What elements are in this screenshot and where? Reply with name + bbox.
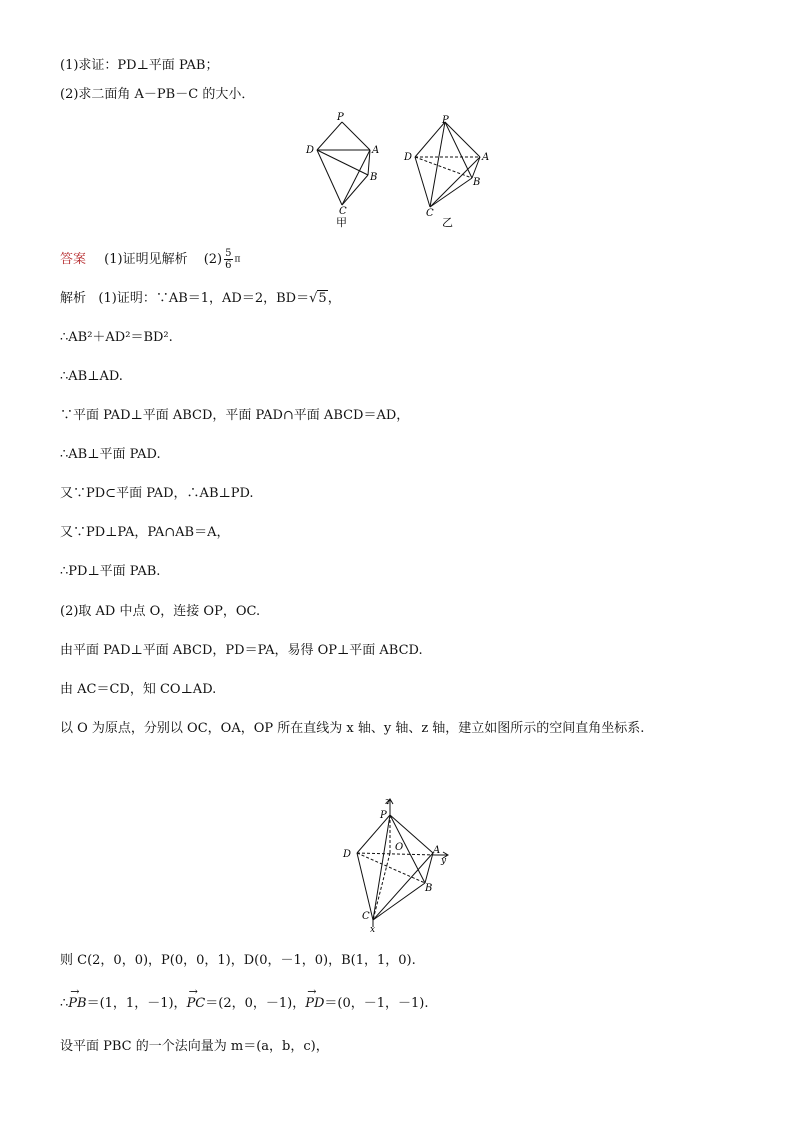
label-d: D [404, 152, 413, 163]
figure-coordinate [335, 795, 455, 935]
pi-symbol: π [234, 254, 241, 265]
solution-line-8: ∴PD⊥平面 PAB. [60, 564, 161, 579]
label-d: D [343, 849, 352, 860]
question-1: (1)求证：PD⊥平面 PAB； [60, 58, 219, 73]
solution-line-9: (2)取 AD 中点 O，连接 OP，OC. [60, 604, 261, 619]
label-c: C [339, 206, 347, 217]
axis-z-label: z [385, 797, 390, 807]
solution-line-5: ∴AB⊥平面 PAD. [60, 447, 161, 462]
question-2: (2)求二面角 A－PB－C 的大小． [60, 87, 255, 102]
figure-yi [400, 112, 500, 232]
caption-jia: 甲 [336, 216, 347, 229]
label-p: P [337, 112, 344, 123]
solution-line-10: 由平面 PAD⊥平面 ABCD，PD＝PA，易得 OP⊥平面 ABCD. [60, 643, 423, 658]
vector-pc: → PC [187, 995, 206, 1013]
vector-pd: → PD [305, 995, 324, 1013]
solution-tag: 解析 [60, 291, 87, 306]
vector-pb: → PB [68, 995, 86, 1013]
label-p: P [442, 115, 449, 126]
solution-line-15: 设平面 PBC 的一个法向量为 m＝(a，b，c)， [60, 1039, 329, 1054]
label-c: C [426, 208, 434, 219]
solution-line-4: ∵平面 PAD⊥平面 ABCD，平面 PAD∩平面 ABCD＝AD， [60, 408, 410, 423]
label-b: B [370, 172, 378, 183]
label-b: B [473, 177, 481, 188]
label-d: D [306, 145, 315, 156]
axis-x-label: x [370, 925, 376, 935]
caption-yi: 乙 [442, 216, 453, 229]
label-p: P [380, 810, 387, 821]
solution-line-14: ∴→ PB＝(1，1，－1)，→ PC＝(2，0，－1)，→ PD＝(0，－1，－1). [60, 995, 429, 1013]
solution-line-11: 由 AC＝CD，知 CO⊥AD. [60, 682, 217, 697]
label-a: A [433, 845, 441, 856]
solution-line-3: ∴AB⊥AD. [60, 369, 123, 384]
label-a: A [482, 152, 490, 163]
label-o: O [395, 842, 404, 853]
solution-line-7: 又∵PD⊥PA，PA∩AB＝A， [60, 525, 230, 540]
sqrt-five: √5 [309, 291, 327, 306]
solution-intro: 解析 (1)证明：∵AB＝1，AD＝2，BD＝√5， [60, 291, 341, 306]
label-c: C [362, 911, 370, 922]
answer-tag: 答案 [60, 252, 87, 267]
solution-line-6: 又∵PD⊂平面 PAD，∴AB⊥PD. [60, 486, 254, 501]
answer-line [60, 248, 241, 271]
solution-line-13: 则 C(2，0，0)，P(0，0，1)，D(0，－1，0)，B(1，1，0). [60, 953, 416, 968]
solution-line-2: ∴AB²＋AD²＝BD². [60, 330, 173, 345]
figure-jia [300, 110, 390, 230]
answer-part2-prefix: (2) [203, 252, 223, 267]
solution-line-12: 以 O 为原点，分别以 OC，OA，OP 所在直线为 x 轴、y 轴、z 轴，建立如图所示的空间直角坐标系. [60, 721, 645, 736]
label-a: A [372, 145, 380, 156]
answer-part1: (1)证明见解析 [104, 252, 188, 267]
axis-y-label: y [441, 856, 447, 866]
answer-fraction: $\frac{5}{6}$ [225, 248, 232, 271]
label-b: B [425, 883, 433, 894]
